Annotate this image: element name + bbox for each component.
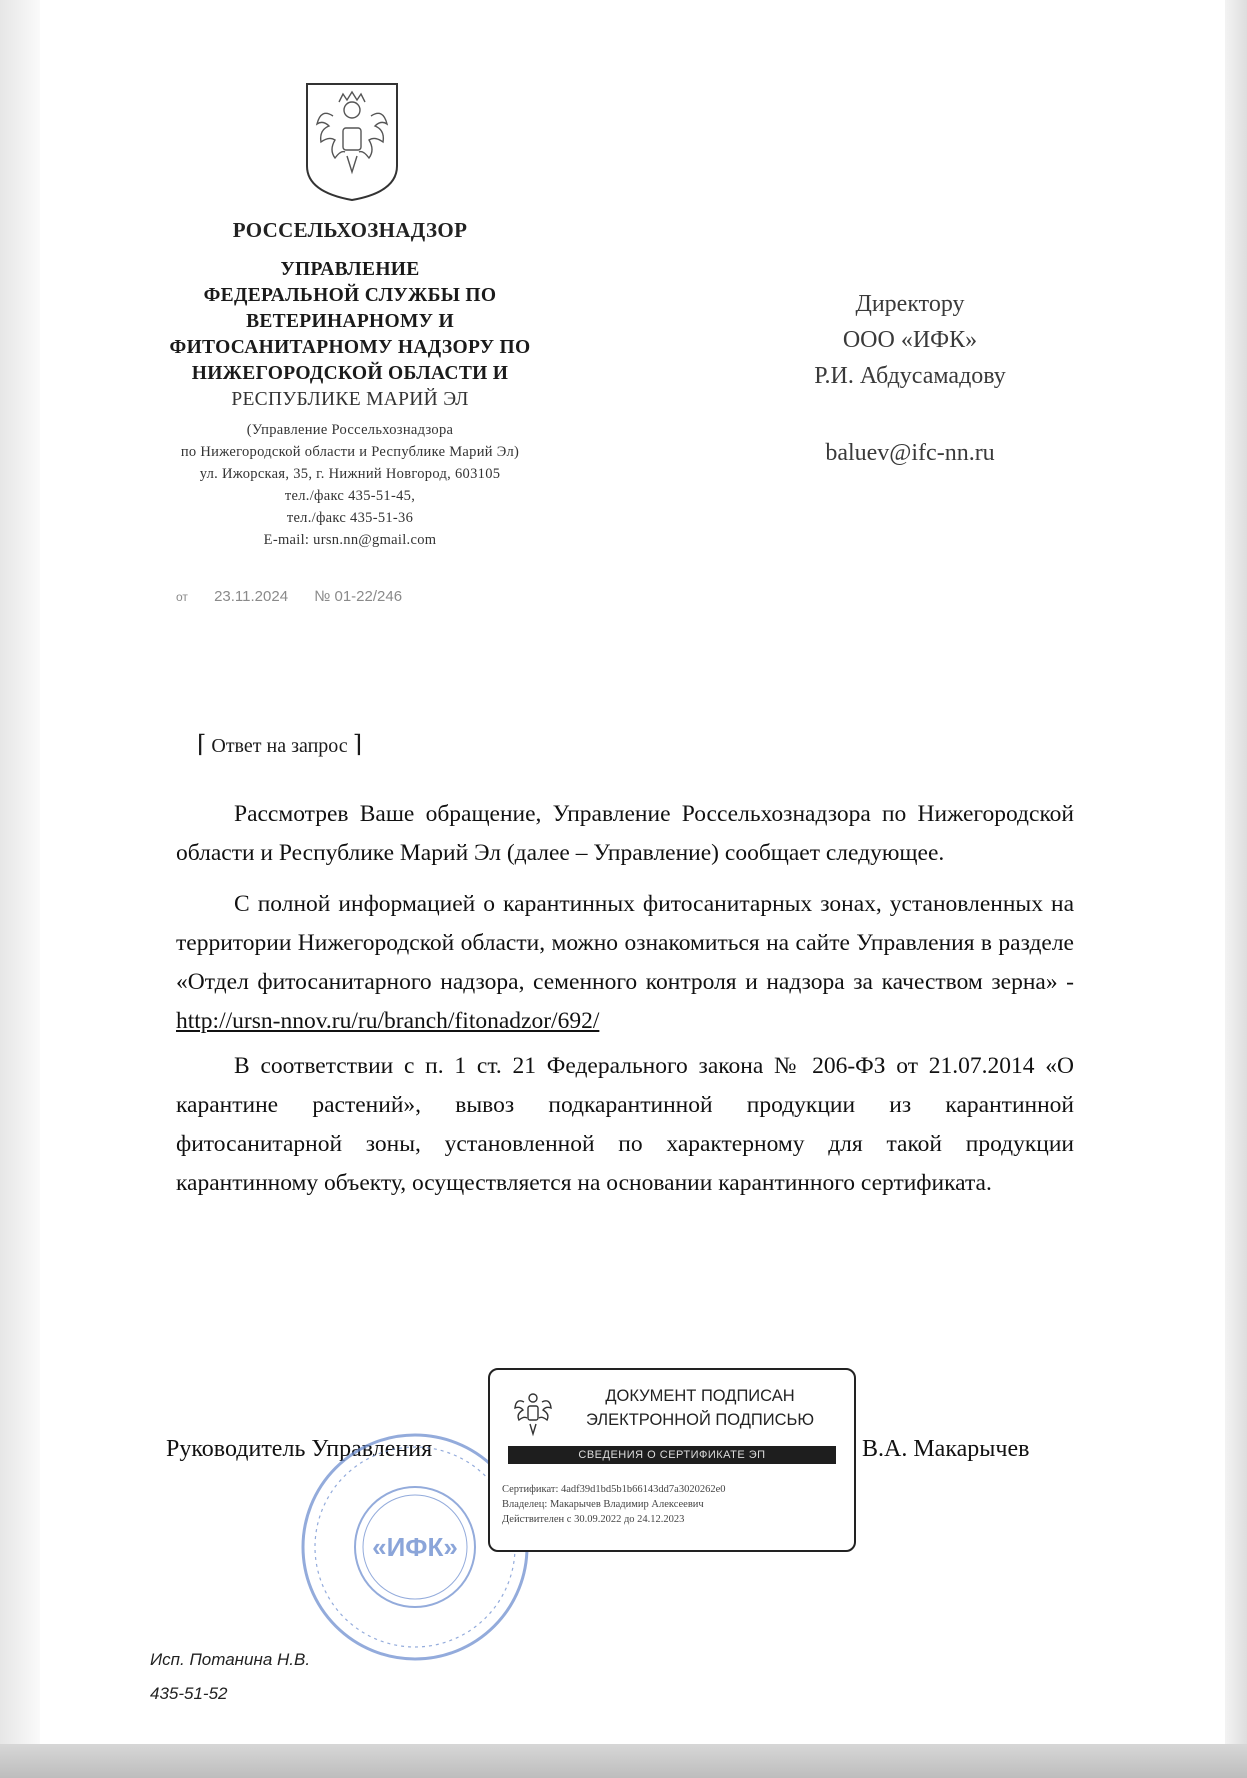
coat-of-arms-icon	[303, 80, 401, 202]
esig-title-line: ЭЛЕКТРОННОЙ ПОДПИСЬЮ	[585, 1411, 815, 1429]
document-number: № 01-22/246	[314, 588, 403, 605]
org-short-name: по Нижегородской области и Республике Марий Эл)	[180, 444, 520, 460]
page-edge-left	[0, 0, 40, 1778]
subject-text: Ответ на запрос	[211, 735, 348, 757]
org-line: НИЖЕГОРОДСКОЙ ОБЛАСТИ И	[191, 363, 509, 384]
esig-owner: Владелец: Макарычев Владимир Алексеевич	[502, 1499, 704, 1510]
electronic-signature-stamp	[488, 1368, 856, 1552]
esig-certificate: Сертификат: 4adf39d1bd5b1b66143dd7a3020262e0	[502, 1484, 726, 1495]
date-prefix: от	[176, 590, 188, 604]
org-line: УПРАВЛЕНИЕ	[280, 259, 420, 280]
stamp-center-text: «ИФК»	[372, 1532, 458, 1562]
page-edge-right	[1225, 0, 1247, 1778]
org-email: E-mail: ursn.nn@gmail.com	[263, 532, 437, 548]
addressee-name: Р.И. Абдусамадову	[814, 363, 1006, 389]
signer-name: В.А. Макарычев	[862, 1436, 1030, 1462]
org-phone: тел./факс 435-51-45,	[284, 488, 416, 504]
body-paragraph: В соответствии с п. 1 ст. 21 Федерального закона № 206-ФЗ от 21.07.2014 «О карантине растений», вывоз подкарантинной продукции из карантинной фитосанитарной зоны, установленной по характерному для такой продукции карантинному объекту, осуществляется на основании карантинного сертификата.	[176, 1053, 1074, 1196]
subject-bracket-close: ⌉	[352, 732, 363, 758]
org-line: ФИТОСАНИТАРНОМУ НАДЗОРУ ПО	[169, 337, 531, 358]
agency-name: РОССЕЛЬХОЗНАДЗОР	[232, 218, 468, 242]
document-date-number	[176, 588, 424, 605]
signer-title: Руководитель Управления	[166, 1436, 433, 1462]
addressee-email: baluev@ifc-nn.ru	[825, 440, 995, 466]
esig-validity: Действителен с 30.09.2022 до 24.12.2023	[502, 1514, 685, 1525]
page-edge-bottom	[0, 1744, 1247, 1778]
addressee-block	[770, 286, 1050, 394]
document-date: 23.11.2024	[214, 588, 289, 605]
org-line: РЕСПУБЛИКЕ МАРИЙ ЭЛ	[231, 389, 469, 410]
subject-bracket-open: ⌈	[197, 732, 207, 758]
executor-block	[150, 1643, 310, 1711]
addressee-position: Директору	[855, 291, 965, 317]
fitonadzor-link[interactable]: http://ursn-nnov.ru/ru/branch/fitonadzor/692/	[176, 1008, 600, 1034]
sender-organization-block	[150, 218, 550, 551]
executor-name: Исп. Потанина Н.В.	[150, 1650, 311, 1669]
org-short-name: (Управление Россельхознадзора	[246, 422, 454, 438]
executor-phone: 435-51-52	[150, 1684, 228, 1703]
esig-info	[502, 1482, 832, 1527]
body-paragraph	[176, 885, 1074, 1041]
org-address: ул. Ижорская, 35, г. Нижний Новгород, 603105	[199, 466, 501, 482]
esig-title-line: ДОКУМЕНТ ПОДПИСАН	[605, 1387, 795, 1405]
addressee-company: ООО «ИФК»	[842, 327, 978, 353]
org-line: ФЕДЕРАЛЬНОЙ СЛУЖБЫ ПО	[203, 285, 497, 306]
body-paragraph-text: С полной информацией о карантинных фитосанитарных зонах, установленных на территории Нижегородской области, можно ознакомиться на сайте Управления в разделе «Отдел фитосанитарного надзора, семенного контроля и надзора за качеством зерна» -	[176, 891, 1074, 995]
esig-certificate-bar: СВЕДЕНИЯ О СЕРТИФИКАТЕ ЭП	[508, 1446, 836, 1464]
letter-body	[176, 795, 1074, 1203]
org-phone: тел./факс 435-51-36	[286, 510, 414, 526]
org-line: ВЕТЕРИНАРНОМУ И	[246, 311, 454, 332]
body-paragraph: Рассмотрев Ваше обращение, Управление Россельхознадзора по Нижегородской области и Республике Марий Эл (далее – Управление) сообщает следующее.	[176, 801, 1074, 866]
letter-subject	[197, 730, 362, 759]
esig-title	[570, 1384, 830, 1432]
coat-of-arms-icon	[512, 1386, 554, 1438]
